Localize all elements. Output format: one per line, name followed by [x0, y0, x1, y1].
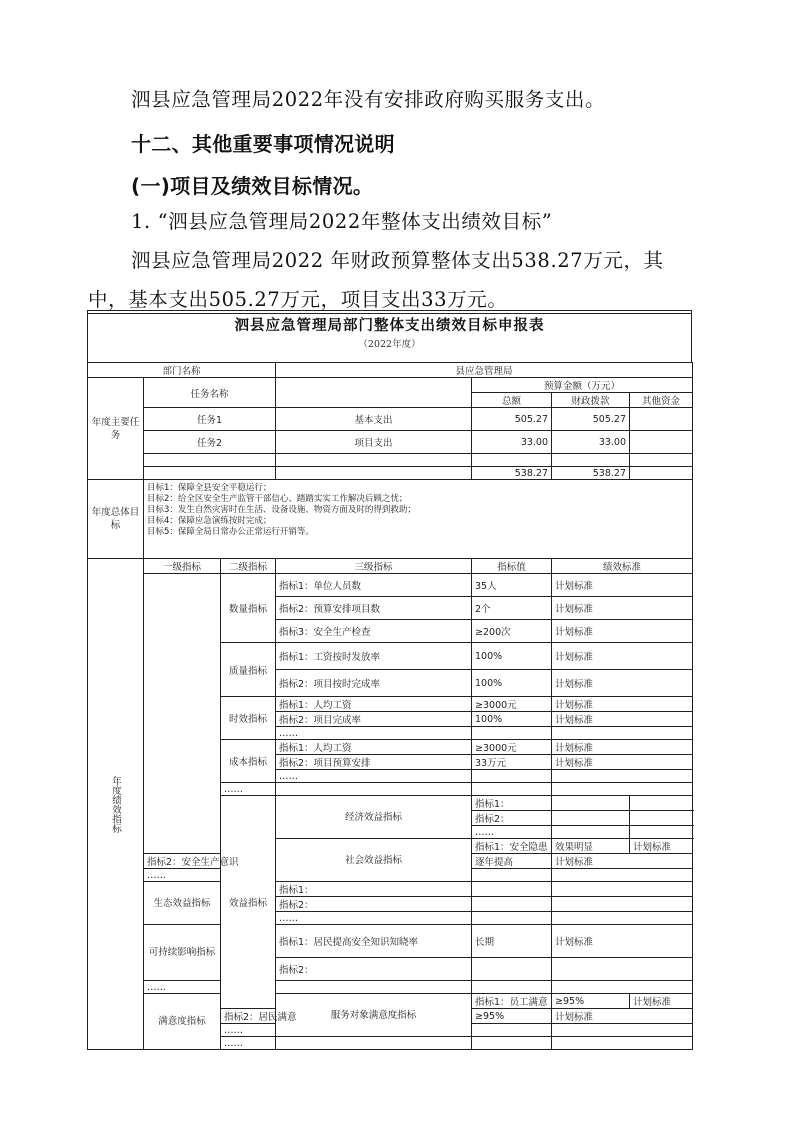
sum-fiscal: 538.27: [552, 467, 630, 480]
table-row: [88, 981, 693, 994]
empty-cell: [472, 882, 552, 897]
item-heading-1: 1. “泗县应急管理局2022年整体支出绩效目标”: [131, 210, 553, 233]
empty-cell: [144, 454, 276, 467]
indicator-std: 计划标准: [552, 574, 693, 597]
form-blank-row: [87, 352, 692, 362]
table-row: [88, 363, 693, 378]
total-header: 总额: [472, 393, 552, 408]
indicator-dots: ……: [472, 826, 552, 839]
empty-cell: [472, 958, 552, 981]
budget-paragraph-line-1: 泗县应急管理局2022 年财政预算整体支出538.27万元，其: [131, 249, 664, 272]
empty-cell: [552, 981, 693, 994]
indicator-value: ≥3000元: [472, 697, 552, 712]
sum-total: 538.27: [472, 467, 552, 480]
l1-header: 一级指标: [144, 559, 221, 574]
table-row: [88, 480, 693, 559]
indicator-name: 指标1：: [276, 882, 472, 897]
eco-label: 生态效益指标: [144, 882, 221, 925]
indicator-std: 计划标准: [552, 697, 693, 712]
indicator-value: ≥200次: [472, 620, 552, 643]
task-desc-header: [276, 378, 472, 408]
year-indicator-label: 年度绩效指标: [88, 559, 144, 1050]
empty-cell: [552, 958, 693, 981]
goal-line: 目标2：给全区安全生产监管干部信心、踏踏实实工作解决后顾之忧；: [147, 494, 408, 504]
goal-line: 目标5：保障全局日常办公正常运行开销等。: [147, 527, 314, 537]
other-header: 其他资金: [630, 393, 693, 408]
empty-cell: [472, 912, 552, 925]
empty-cell: [472, 770, 552, 783]
indicator-name: 指标3：安全生产检查: [276, 620, 472, 643]
indicator-name: 指标1：人均工资: [276, 740, 472, 755]
empty-cell: [472, 981, 552, 994]
table-row: [88, 574, 693, 597]
budget-paragraph-line-2: 中，基本支出505.27万元，项目支出33万元。: [88, 288, 508, 311]
timeliness-label: 时效指标: [221, 697, 276, 740]
indicator-dots: ……: [221, 1024, 276, 1037]
empty-cell: [630, 826, 693, 839]
cost-label: 成本指标: [221, 740, 276, 783]
table-row: [88, 378, 693, 393]
empty-cell: [472, 727, 552, 740]
intro-paragraph-1: 泗县应急管理局2022年没有安排政府购买服务支出。: [131, 88, 606, 111]
table-row: [88, 925, 693, 958]
empty-cell: [552, 882, 693, 897]
task-desc: 基本支出: [276, 408, 472, 431]
l3-header: 三级指标: [276, 559, 472, 574]
indicator-std: 计划标准: [552, 620, 693, 643]
l2-header: 二级指标: [221, 559, 276, 574]
task-total: 33.00: [472, 431, 552, 454]
empty-cell: [552, 811, 630, 826]
indicator-value: 33万元: [472, 755, 552, 770]
empty-cell: [552, 770, 693, 783]
task-name-label: 任务名称: [144, 378, 276, 408]
subsection-heading-1: (一)项目及绩效目标情况。: [131, 174, 374, 198]
indicator-value: 100%: [472, 643, 552, 670]
std-header: 绩效标准: [552, 559, 693, 574]
empty-cell: [472, 897, 552, 912]
indicator-name: 指标2：: [276, 897, 472, 912]
indicator-name: 指标2：项目预算安排: [276, 755, 472, 770]
year-overall-goal-label: 年度总体目标: [88, 480, 144, 559]
task-fiscal: 33.00: [552, 431, 630, 454]
indicator-std: 计划标准: [552, 755, 693, 770]
empty-cell: [144, 467, 276, 480]
empty-cell: [552, 1037, 693, 1050]
dept-label: 部门名称: [88, 363, 276, 378]
indicator-value: 100%: [472, 712, 552, 727]
form-title: 泗县应急管理局部门整体支出绩效目标申报表: [87, 313, 692, 338]
indicator-dots: ……: [276, 912, 472, 925]
indicator-name: 指标1：单位人员数: [276, 574, 472, 597]
l2-dots: ……: [221, 783, 276, 796]
indicator-std: 计划标准: [552, 712, 693, 727]
table-row: [88, 408, 693, 431]
indicator-value: ≥95%: [472, 1009, 552, 1024]
empty-cell: [276, 981, 472, 994]
indicator-name: 指标2：居民满意: [221, 1009, 276, 1024]
table-row: [88, 467, 693, 480]
indicator-value: 逐年提高: [472, 854, 552, 869]
dept-value: 县应急管理局: [276, 363, 693, 378]
benefit-label: 效益指标: [221, 796, 276, 1009]
empty-cell: [552, 897, 693, 912]
value-header: 指标值: [472, 559, 552, 574]
indicator-value: 2个: [472, 597, 552, 620]
task-other: [630, 431, 693, 454]
task-total: 505.27: [472, 408, 552, 431]
task-name: 任务2: [144, 431, 276, 454]
indicator-dots: ……: [144, 869, 221, 882]
l2-dots: ……: [144, 981, 221, 994]
indicator-value: ≥95%: [552, 994, 630, 1009]
task-fiscal: 505.27: [552, 408, 630, 431]
economic-label: 经济效益指标: [276, 796, 472, 839]
social-label: 社会效益指标: [276, 839, 472, 882]
quantity-label: 数量指标: [221, 574, 276, 643]
indicator-std: 计划标准: [552, 597, 693, 620]
goal-line: 目标4：保障应急演练按时完成；: [147, 516, 272, 526]
task-name: 任务1: [144, 408, 276, 431]
empty-cell: [552, 727, 693, 740]
indicator-name: 指标1：员工满意: [472, 994, 552, 1009]
satisfaction-label: 满意度指标: [144, 994, 221, 1050]
indicator-name: 指标1：: [472, 796, 552, 811]
task-desc: 项目支出: [276, 431, 472, 454]
empty-cell: [472, 783, 552, 796]
indicator-name: 指标2：项目按时完成率: [276, 670, 472, 697]
year-main-task-label: 年度主要任务: [88, 378, 144, 480]
indicator-name: 指标1：安全隐患: [472, 839, 552, 854]
empty-cell: [630, 467, 693, 480]
indicator-dots: ……: [276, 727, 472, 740]
empty-cell: [552, 796, 630, 811]
indicator-value: 35人: [472, 574, 552, 597]
indicator-std: 计划标准: [552, 854, 693, 869]
empty-cell: [552, 826, 630, 839]
indicator-std: 计划标准: [552, 925, 693, 958]
empty-cell: [276, 454, 472, 467]
empty-cell: [552, 869, 693, 882]
indicator-name: 指标2：安全生产意识: [144, 854, 221, 869]
l2-dots: ……: [221, 1037, 276, 1050]
table-row: [88, 994, 693, 1009]
indicator-value: 长期: [472, 925, 552, 958]
table-row: [88, 431, 693, 454]
indicator-value: 100%: [472, 670, 552, 697]
performance-table: [87, 362, 693, 1050]
indicator-name: 指标1：人均工资: [276, 697, 472, 712]
indicator-std: 计划标准: [552, 740, 693, 755]
table-row: [88, 559, 693, 574]
indicator-name: 指标2：: [472, 811, 552, 826]
task-other: [630, 408, 693, 431]
empty-cell: [630, 454, 693, 467]
goal-line: 目标3：发生自然灾害时在生活、设备设施、物资方面及时的得到救助；: [147, 505, 416, 515]
output-l1: [144, 574, 221, 854]
empty-cell: [472, 869, 552, 882]
indicator-std: 计划标准: [630, 994, 693, 1009]
empty-cell: [630, 811, 693, 826]
indicator-dots: ……: [276, 770, 472, 783]
indicator-name: 指标1：工资按时发放率: [276, 643, 472, 670]
table-row: [88, 454, 693, 467]
table-row: [88, 882, 693, 897]
service-satisfaction-label: 服务对象满意度指标: [276, 994, 472, 1037]
empty-cell: [276, 467, 472, 480]
empty-cell: [276, 1037, 472, 1050]
quality-label: 质量指标: [221, 643, 276, 697]
indicator-name: 指标2：: [276, 958, 472, 981]
empty-cell: [552, 454, 630, 467]
performance-goal-form: [87, 310, 692, 1050]
goal-line: 目标1：保障全县安全平稳运行；: [147, 483, 272, 493]
empty-cell: [472, 1024, 552, 1037]
indicator-std: 计划标准: [552, 670, 693, 697]
empty-cell: [552, 912, 693, 925]
indicator-name: 指标1：居民提高安全知识知晓率: [276, 925, 472, 958]
empty-cell: [276, 783, 472, 796]
indicator-std: 计划标准: [552, 1009, 693, 1024]
indicator-value: 效果明显: [552, 839, 630, 854]
indicator-value: ≥3000元: [472, 740, 552, 755]
empty-cell: [472, 1037, 552, 1050]
indicator-name: 指标2：预算安排项目数: [276, 597, 472, 620]
budget-header: 预算金额（万元）: [472, 378, 693, 393]
indicator-name: 指标2：项目完成率: [276, 712, 472, 727]
empty-cell: [552, 1024, 693, 1037]
indicator-std: 计划标准: [630, 839, 693, 854]
sustain-label: 可持续影响指标: [144, 925, 221, 981]
empty-cell: [552, 783, 693, 796]
overall-goals: [144, 480, 693, 559]
indicator-std: 计划标准: [552, 643, 693, 670]
section-heading-12: 十二、其他重要事项情况说明: [131, 132, 395, 156]
empty-cell: [630, 796, 693, 811]
form-year: （2022年度）: [87, 338, 692, 352]
fiscal-header: 财政拨款: [552, 393, 630, 408]
empty-cell: [472, 454, 552, 467]
